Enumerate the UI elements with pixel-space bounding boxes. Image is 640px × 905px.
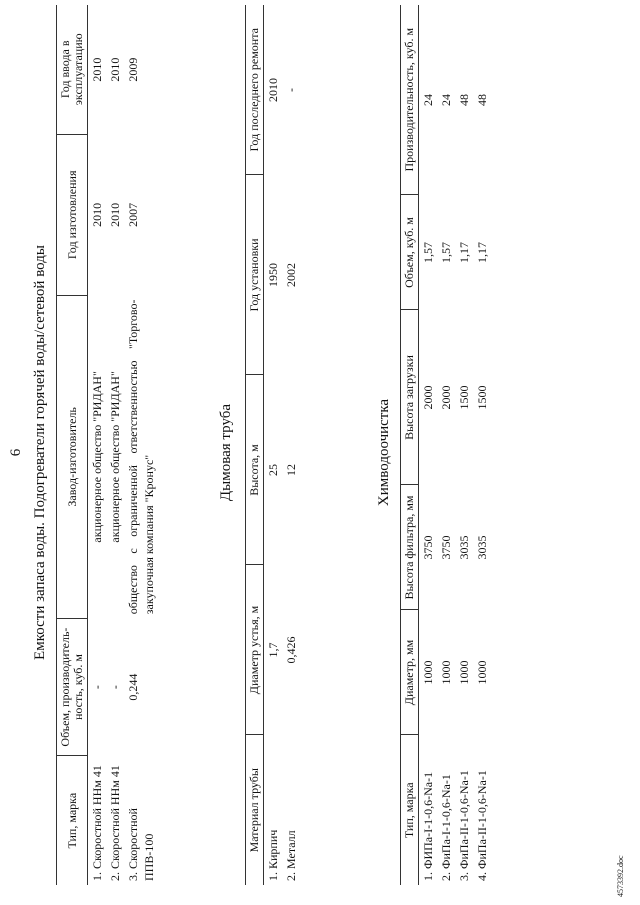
section-title-water-tanks: Емкости запаса воды. Подогреватели горячей воды/сетевой воды <box>32 245 48 660</box>
row-volume: 0,244 <box>126 673 140 701</box>
row-type-text: Скоростной ННм 41 <box>90 765 104 869</box>
column-header: Диаметр, мм <box>401 610 419 735</box>
section-title-chimney: Дымовая труба <box>218 403 234 502</box>
table-row <box>419 5 438 885</box>
table-row <box>473 5 491 885</box>
document-filename: 4573392.doc <box>616 855 625 897</box>
row-diameter: 1000 <box>439 660 453 685</box>
row-diameter: 0,426 <box>284 636 298 664</box>
row-load-height: 1500 <box>475 385 489 410</box>
column-header: Год установки <box>246 175 264 375</box>
row-material <box>264 735 283 885</box>
row-type-text: Скоростной ННм 41 <box>108 765 122 869</box>
row-year-installed: 2002 <box>284 263 298 287</box>
table-row <box>455 5 473 885</box>
row-volume: 1,57 <box>421 242 435 263</box>
row-type <box>473 735 491 885</box>
row-capacity: 48 <box>457 94 471 106</box>
row-number: 1. <box>90 872 104 881</box>
water-treatment-table <box>400 5 491 885</box>
row-filter-height: 3750 <box>421 535 435 560</box>
row-volume: - <box>108 685 122 690</box>
row-filter-height: 3035 <box>457 535 471 560</box>
row-number: 2. <box>108 872 122 881</box>
row-type-text: ФИПа-I-1-0,6-Na-1 <box>421 771 435 869</box>
row-year-in: 2009 <box>126 57 140 82</box>
row-diameter: 1000 <box>421 660 435 685</box>
row-number: 2. <box>284 872 298 881</box>
row-year-made: 2007 <box>126 202 140 227</box>
row-diameter: 1000 <box>475 660 489 685</box>
column-header: Объем, куб. м <box>401 195 419 310</box>
row-number: 3. <box>126 872 140 881</box>
row-maker: общество с ограниченной ответственностью "Торгово-закупочная компания "Кронус" <box>126 299 156 615</box>
row-type-text: ФиПа-II-1-0,6-Na-1 <box>475 770 489 869</box>
row-number: 3. <box>457 872 471 881</box>
row-capacity: 48 <box>475 94 489 106</box>
row-volume: 1,57 <box>439 242 453 263</box>
row-year-repair: 2010 <box>266 78 280 102</box>
column-header: Год ввода в эксплуатацию <box>57 5 88 134</box>
column-header: Высота фильтра, мм <box>401 485 419 610</box>
row-year-installed: 1950 <box>266 263 280 287</box>
row-year-repair: - <box>284 88 298 92</box>
heaters-table <box>56 5 158 885</box>
row-material-text: Кирпич <box>266 829 280 869</box>
row-type-text: Скоростной ППВ-100 <box>126 808 156 881</box>
column-header: Высота, м <box>246 375 264 565</box>
row-volume: 1,17 <box>475 242 489 263</box>
row-year-made: 2010 <box>108 202 122 227</box>
row-material-text: Металл <box>284 830 298 869</box>
row-year-in: 2010 <box>108 57 122 82</box>
table-header-row <box>246 5 264 885</box>
chimney-table <box>245 5 300 885</box>
row-number: 2. <box>439 872 453 881</box>
row-number: 1. <box>266 872 280 881</box>
row-load-height: 2000 <box>421 385 435 410</box>
row-number: 1. <box>421 872 435 881</box>
row-type <box>419 735 438 885</box>
page-number: 6 <box>8 448 24 457</box>
row-height: 25 <box>266 464 280 476</box>
table-row <box>264 5 283 885</box>
row-type <box>88 756 107 885</box>
row-diameter: 1,7 <box>266 642 280 658</box>
column-header: Тип, марка <box>401 735 419 885</box>
column-header: Тип, марка <box>57 756 88 885</box>
column-header: Год изготовления <box>57 134 88 295</box>
row-maker: акционерное общество "РИДАН" <box>90 371 104 543</box>
column-header: Объем, производитель-ность, куб. м <box>57 618 88 756</box>
table-row <box>282 5 300 885</box>
row-volume: - <box>90 685 104 690</box>
column-header: Год последнего ремонта <box>246 5 264 175</box>
table-row <box>106 5 124 885</box>
row-load-height: 2000 <box>439 385 453 410</box>
row-type-text: ФиПа-II-1-0,6-Na-1 <box>457 770 471 869</box>
column-header: Производительность, куб. м <box>401 5 419 195</box>
row-number: 4. <box>475 872 489 881</box>
row-capacity: 24 <box>439 94 453 106</box>
column-header: Материал трубы <box>246 735 264 885</box>
table-row <box>124 5 158 885</box>
column-header: Завод-изготовитель <box>57 295 88 618</box>
row-type <box>106 756 124 885</box>
row-height: 12 <box>284 464 298 476</box>
section-title-water-treatment: Химводоочистка <box>376 398 392 507</box>
row-volume: 1,17 <box>457 242 471 263</box>
row-year-in: 2010 <box>90 57 104 82</box>
row-material <box>282 735 300 885</box>
table-row <box>88 5 107 885</box>
row-capacity: 24 <box>421 94 435 106</box>
row-type <box>437 735 455 885</box>
row-diameter: 1000 <box>457 660 471 685</box>
row-filter-height: 3035 <box>475 535 489 560</box>
column-header: Диаметр устья, м <box>246 565 264 735</box>
row-load-height: 1500 <box>457 385 471 410</box>
row-maker: акционерное общество "РИДАН" <box>108 371 122 543</box>
row-filter-height: 3750 <box>439 535 453 560</box>
column-header: Высота загрузки <box>401 310 419 485</box>
row-year-made: 2010 <box>90 202 104 227</box>
row-type <box>124 756 158 885</box>
table-header-row <box>401 5 419 885</box>
row-type-text: ФиПа-I-1-0,6-Na-1 <box>439 774 453 869</box>
table-header-row <box>57 5 88 885</box>
row-type <box>455 735 473 885</box>
table-row <box>437 5 455 885</box>
